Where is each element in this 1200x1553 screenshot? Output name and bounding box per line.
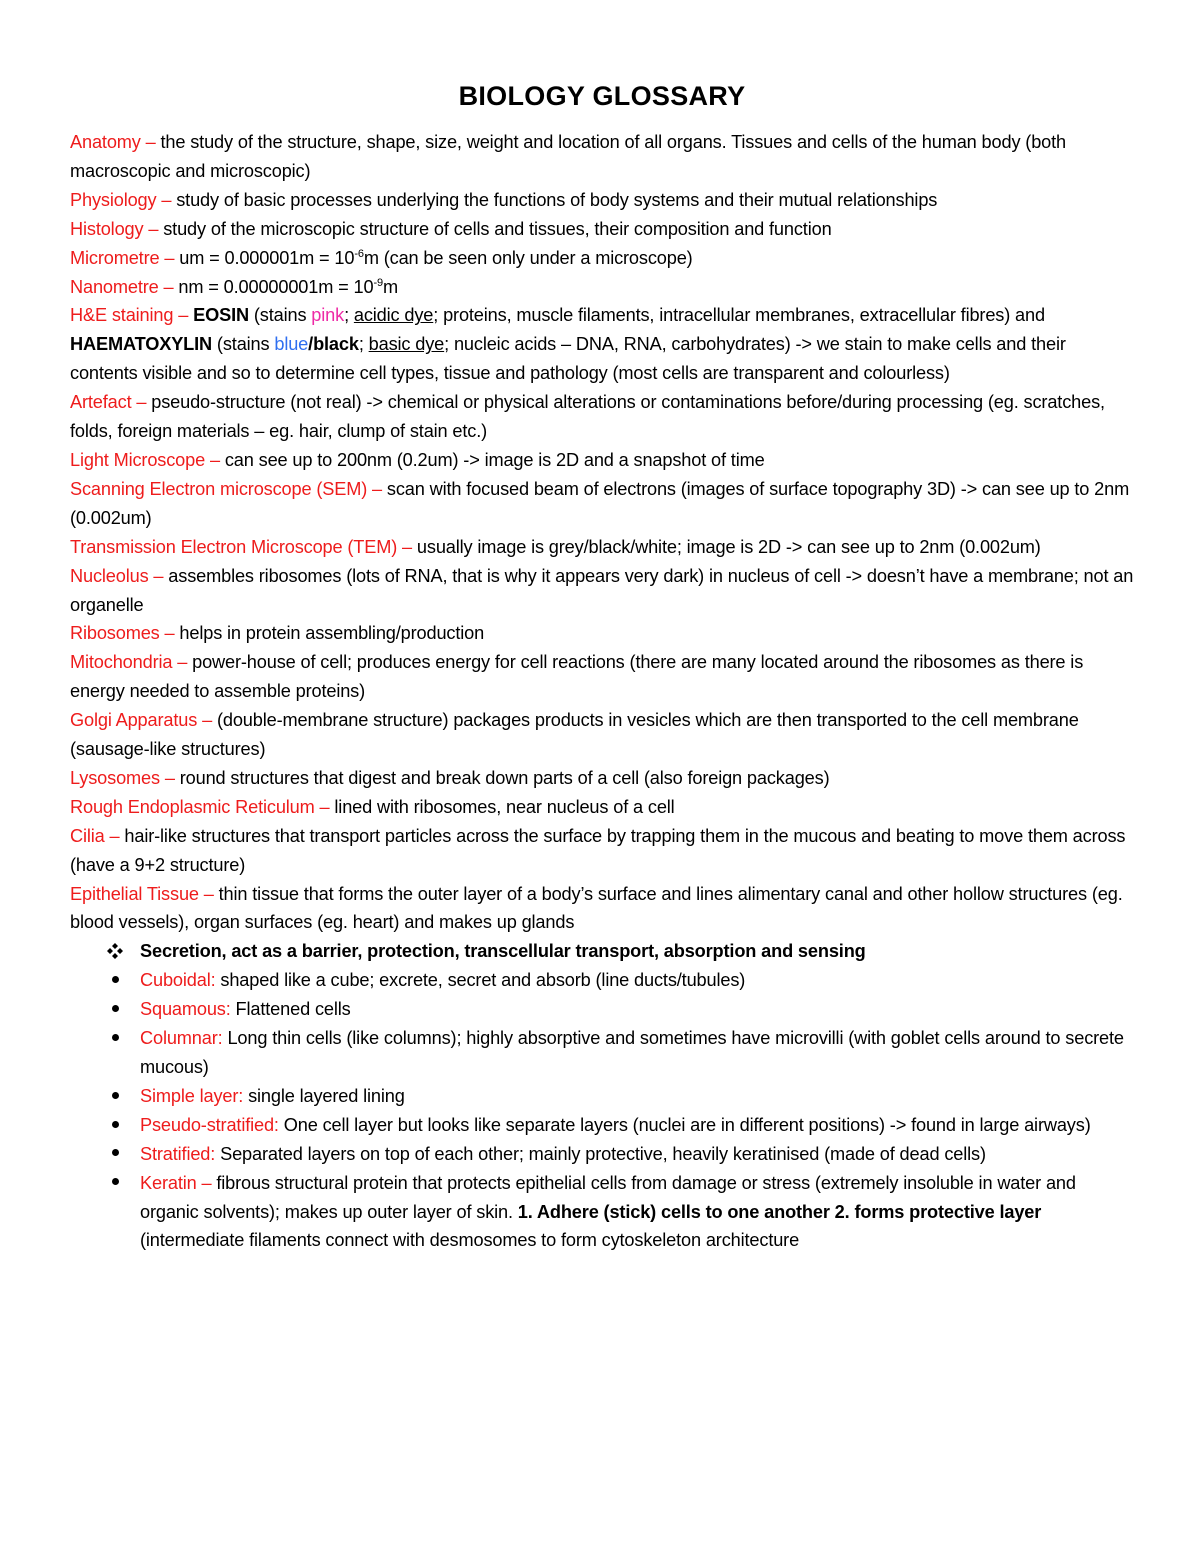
- four-diamond-bullet-icon: [105, 937, 125, 966]
- slash: /: [308, 334, 314, 355]
- entry-definition: assembles ribosomes (lots of RNA, that is why it appears very dark) in nucleus of cell -> doesn’t have a membrane; not an organelle: [70, 565, 1134, 615]
- basic-dye-underlined: basic dye: [368, 334, 445, 355]
- entry-definition: study of the microscopic structure of cells and tissues, their composition and function: [158, 218, 832, 239]
- list-item-cuboidal: [140, 966, 1134, 995]
- bullet-definition: Separated layers on top of each other; mainly protective, heavily keratinised (made of dead cells): [215, 1143, 986, 1164]
- entry-nucleolus: [70, 562, 1134, 620]
- entry-term: Ribosomes –: [70, 623, 175, 644]
- entry-definition: scan with focused beam of electrons (images of surface topography 3D) -> can see up to 2nm (0.002um): [70, 478, 1130, 528]
- round-bullet-icon: [105, 1140, 125, 1169]
- bullet-definition: Flattened cells: [230, 999, 351, 1020]
- list-item-squamous: [140, 995, 1134, 1024]
- text-fragment: ;: [344, 305, 354, 326]
- bullet-term: Squamous:: [140, 999, 231, 1020]
- entry-definition: power-house of cell; produces energy for cell reactions (there are many located around the ribosomes as there is energy needed to assemble proteins): [70, 652, 1084, 702]
- black-word: black: [313, 334, 359, 355]
- pink-word: pink: [311, 305, 345, 326]
- bullet-term: Cuboidal:: [140, 970, 216, 991]
- exponent: -9: [373, 276, 383, 289]
- entry-artefact: [70, 388, 1134, 446]
- round-bullet-icon: [105, 1111, 125, 1140]
- entry-rough-er: [70, 793, 1134, 822]
- list-item-keratin: [140, 1169, 1134, 1256]
- keratin-functions-bold: 1. Adhere (stick) cells to one another 2. forms protective layer: [517, 1201, 1042, 1222]
- text-fragment: (stains: [212, 334, 275, 355]
- bullet-term: Simple layer:: [140, 1085, 244, 1106]
- page-title: BIOLOGY GLOSSARY: [458, 81, 746, 111]
- epithelial-bullet-list: [70, 937, 1134, 1255]
- entry-term: Light Microscope –: [70, 449, 220, 470]
- list-item-pseudo-stratified: [140, 1111, 1134, 1140]
- entry-term: Artefact –: [70, 392, 147, 413]
- entry-definition: (double-membrane structure) packages products in vesicles which are then transported to the cell membrane (sausage-like structures): [70, 710, 1079, 760]
- exponent: -6: [354, 247, 364, 260]
- entry-definition: lined with ribosomes, near nucleus of a cell: [329, 796, 675, 817]
- entry-histology: [70, 215, 1134, 244]
- bullet-definition: Long thin cells (like columns); highly absorptive and sometimes have microvilli (with goblet cells around to secrete mucous): [140, 1028, 1124, 1077]
- bullet-definition: One cell layer but looks like separate layers (nuclei are in different positions) -> found in large airways): [278, 1114, 1091, 1135]
- entry-term: Lysosomes –: [70, 767, 175, 788]
- bullet-term: Columnar:: [140, 1028, 223, 1049]
- entry-lysosomes: [70, 764, 1134, 793]
- round-bullet-icon: [105, 966, 125, 995]
- text-fragment: ; nucleic acids – DNA, RNA, carbohydrates) -> we stain to make cells and their contents visible and so to determine cell types, tissue and pathology (most cells are transparent and colourless): [70, 334, 1066, 384]
- entry-definition: thin tissue that forms the outer layer of a body’s surface and lines alimentary canal and other hollow structures (eg. blood vessels), organ surfaces (eg. heart) and makes up glands: [70, 883, 1123, 933]
- entry-definition: study of basic processes underlying the functions of body systems and their mutual relationships: [171, 189, 938, 210]
- functions-text: Secretion, act as a barrier, protection, transcellular transport, absorption and sensing: [140, 941, 866, 962]
- entry-term: Scanning Electron microscope (SEM) –: [70, 478, 383, 499]
- entry-micrometre: [70, 244, 1134, 273]
- entry-definition: round structures that digest and break down parts of a cell (also foreign packages): [174, 767, 830, 788]
- text-fragment: (stains: [248, 305, 312, 326]
- bullet-definition: single layered lining: [243, 1085, 405, 1106]
- entry-epithelial: [70, 880, 1134, 938]
- acidic-dye-underlined: acidic dye: [353, 305, 434, 326]
- haematoxylin-label: HAEMATOXYLIN: [70, 334, 213, 355]
- entry-term: Golgi Apparatus –: [70, 710, 213, 731]
- entry-term: H&E staining –: [70, 305, 189, 326]
- entry-term: Transmission Electron Microscope (TEM) –: [70, 536, 413, 557]
- entry-definition: helps in protein assembling/production: [174, 623, 485, 644]
- entry-term: Nanometre –: [70, 276, 174, 297]
- entry-definition: usually image is grey/black/white; image is 2D -> can see up to 2nm (0.002um): [412, 536, 1041, 557]
- entry-term: Physiology –: [70, 189, 172, 210]
- list-item-functions: [140, 937, 1134, 966]
- bullet-term: Pseudo-stratified:: [140, 1114, 279, 1135]
- entry-term: Histology –: [70, 218, 159, 239]
- glossary-body: [70, 128, 1134, 1255]
- entry-term: Mitochondria –: [70, 652, 188, 673]
- round-bullet-icon: [105, 995, 125, 1024]
- entry-he-staining: [70, 301, 1134, 388]
- round-bullet-icon: [105, 1024, 125, 1053]
- entry-definition-cont: m (can be seen only under a microscope): [363, 247, 693, 268]
- entry-nanometre: [70, 273, 1134, 302]
- entry-definition: hair-like structures that transport particles across the surface by trapping them in the mucous and beating to move them across (have a 9+2 structure): [70, 825, 1126, 875]
- entry-term: Anatomy –: [70, 132, 156, 152]
- entry-mitochondria: [70, 648, 1134, 706]
- entry-definition: um = 0.000001m = 10: [174, 247, 355, 268]
- blue-word: blue: [274, 334, 309, 355]
- entry-sem: [70, 475, 1134, 533]
- entry-definition: the study of the structure, shape, size, weight and location of all organs. Tissues and cells of the human body (both macroscopic and microscopic): [70, 132, 1066, 181]
- entry-ribosomes: [70, 619, 1134, 648]
- bullet-term: Stratified:: [140, 1143, 216, 1164]
- entry-term: Rough Endoplasmic Reticulum –: [70, 796, 330, 817]
- list-item-simple-layer: [140, 1082, 1134, 1111]
- bullet-definition: fibrous structural protein that protects epithelial cells from damage or stress (extremely insoluble in water and organic solvents); makes up outer layer of skin.: [140, 1172, 1076, 1222]
- entry-tem: [70, 533, 1134, 562]
- entry-term: Nucleolus –: [70, 565, 164, 586]
- entry-definition-cont: m: [382, 276, 398, 297]
- entry-physiology: [70, 186, 1134, 215]
- text-fragment: ; proteins, muscle filaments, intracellular membranes, extracellular fibres) and: [433, 305, 1045, 326]
- list-item-columnar: [140, 1024, 1134, 1082]
- bullet-definition: shaped like a cube; excrete, secret and absorb (line ducts/tubules): [215, 970, 746, 991]
- round-bullet-icon: [105, 1169, 125, 1198]
- entry-golgi: [70, 706, 1134, 764]
- entry-term: Cilia –: [70, 825, 120, 846]
- entry-term: Micrometre –: [70, 247, 175, 268]
- eosin-label: EOSIN: [188, 305, 249, 326]
- round-bullet-icon: [105, 1082, 125, 1111]
- entry-light-microscope: [70, 446, 1134, 475]
- entry-anatomy: [70, 128, 1134, 186]
- list-item-stratified: [140, 1140, 1134, 1169]
- entry-definition: pseudo-structure (not real) -> chemical or physical alterations or contaminations before/during processing (eg. scratches, folds, foreign materials – eg. hair, clump of stain etc.): [70, 392, 1105, 442]
- bullet-definition-cont: (intermediate filaments connect with desmosomes to form cytoskeleton architecture: [140, 1230, 800, 1251]
- entry-definition: nm = 0.00000001m = 10: [173, 276, 374, 297]
- entry-term: Epithelial Tissue –: [70, 883, 214, 904]
- text-fragment: ;: [358, 334, 369, 355]
- entry-cilia: [70, 822, 1134, 880]
- entry-definition: can see up to 200nm (0.2um) -> image is 2D and a snapshot of time: [219, 449, 765, 470]
- bullet-term: Keratin –: [140, 1172, 212, 1193]
